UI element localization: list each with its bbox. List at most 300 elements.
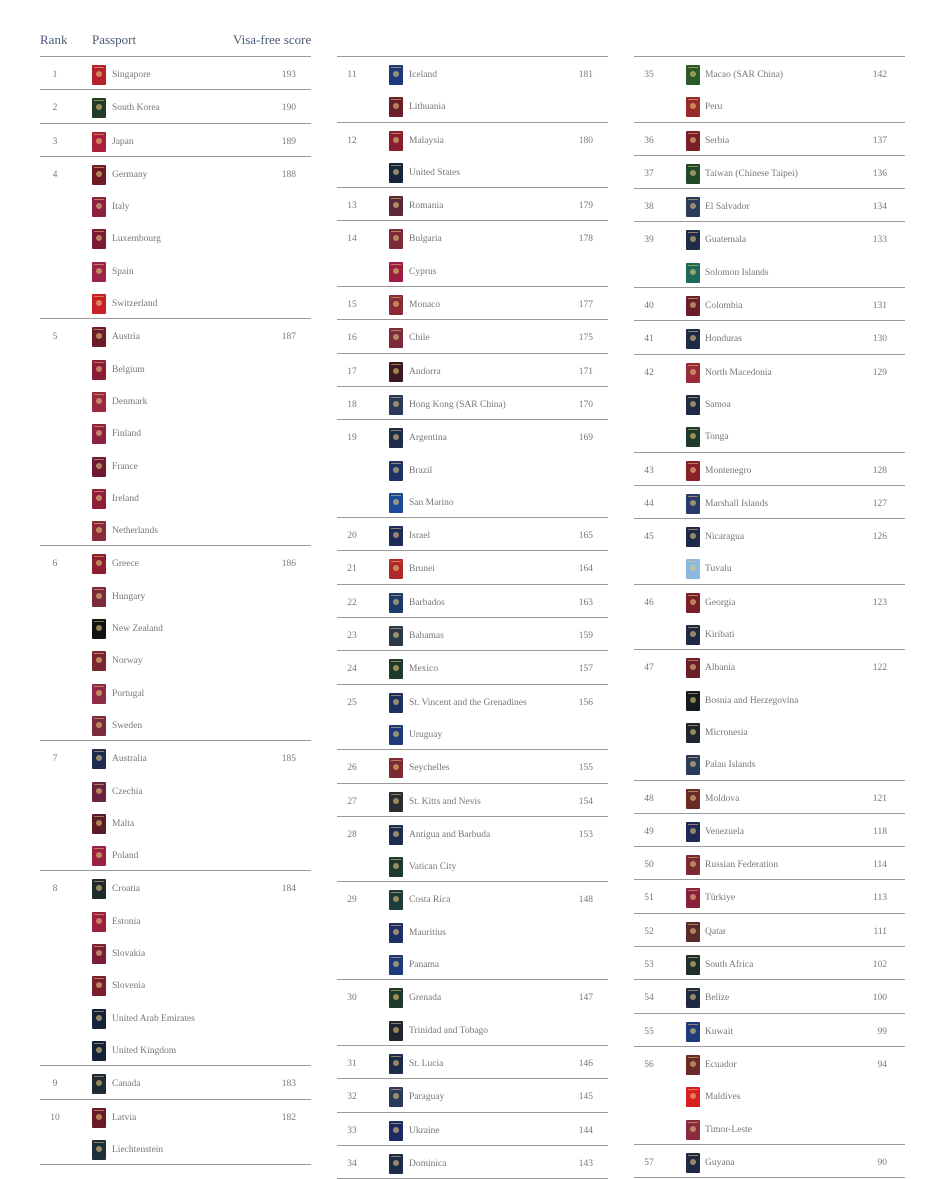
ranking-row [40, 513, 311, 545]
rank-number: 31 [347, 1058, 357, 1069]
ranking-row [337, 816, 608, 849]
ranking-row [40, 1132, 311, 1165]
ranking-row [634, 122, 905, 155]
visa-free-score: 178 [578, 234, 593, 245]
ranking-row [40, 416, 311, 448]
country-name: Mexico [409, 664, 439, 675]
rank-number: 15 [347, 300, 357, 311]
country-name: Maldives [705, 1092, 741, 1103]
passport-cover-icon [92, 749, 106, 769]
ranking-row [634, 979, 905, 1012]
rank-number: 42 [644, 367, 654, 378]
country-name: Nicaragua [705, 532, 745, 543]
visa-free-score: 102 [872, 960, 887, 971]
country-name: Türkiye [705, 893, 736, 904]
ranking-row [40, 1099, 311, 1132]
passport-cover-icon [686, 658, 700, 678]
country-name: St. Vincent and the Grenadines [409, 697, 527, 708]
visa-free-score: 147 [578, 993, 593, 1004]
rank-number: 27 [347, 796, 357, 807]
passport-cover-icon [686, 329, 700, 349]
passport-cover-icon [389, 395, 403, 415]
ranking-row [634, 649, 905, 682]
ranking-column-3 [634, 56, 905, 1178]
rank-number: 16 [347, 333, 357, 344]
ranking-row [337, 584, 608, 617]
passport-cover-icon [686, 822, 700, 842]
ranking-row [40, 806, 311, 838]
passport-cover-icon [389, 559, 403, 579]
ranking-row [337, 1145, 608, 1179]
visa-free-score: 153 [578, 829, 593, 840]
passport-cover-icon [686, 461, 700, 481]
header-rank: Rank [40, 32, 68, 47]
country-name: Seychelles [409, 763, 450, 774]
ranking-row [634, 1112, 905, 1144]
visa-free-score: 122 [872, 663, 887, 674]
rank-number: 48 [644, 793, 654, 804]
rank-number: 29 [347, 895, 357, 906]
passport-cover-icon [92, 912, 106, 932]
country-name: Italy [112, 202, 130, 213]
passport-cover-icon [389, 97, 403, 117]
country-name: Slovenia [112, 981, 146, 992]
rank-number: 5 [52, 332, 58, 343]
rank-number: 13 [347, 201, 357, 212]
visa-free-score: 190 [281, 103, 296, 114]
rank-number: 8 [52, 884, 58, 895]
visa-free-score: 157 [578, 664, 593, 675]
country-name: Moldova [705, 793, 740, 804]
ranking-row [634, 387, 905, 419]
passport-cover-icon [389, 725, 403, 745]
ranking-row [337, 286, 608, 319]
country-name: Bosnia and Herzegovina [705, 695, 799, 706]
ranking-row [337, 453, 608, 485]
country-name: Andorra [409, 366, 441, 377]
passport-cover-icon [92, 684, 106, 704]
visa-free-score: 159 [578, 631, 593, 642]
visa-free-score: 180 [578, 135, 593, 146]
passport-cover-icon [686, 527, 700, 547]
visa-free-score: 146 [578, 1058, 593, 1069]
passport-cover-icon [92, 879, 106, 899]
country-name: Slovakia [112, 949, 146, 960]
country-name: Greece [112, 559, 139, 570]
passport-cover-icon [92, 1074, 106, 1094]
visa-free-score: 156 [578, 697, 593, 708]
rank-number: 1 [52, 70, 58, 80]
passport-cover-icon [389, 65, 403, 85]
passport-cover-icon [686, 1055, 700, 1075]
ranking-row [634, 747, 905, 779]
ranking-row [40, 318, 311, 351]
ranking-row [40, 352, 311, 384]
passport-cover-icon [686, 1022, 700, 1042]
country-name: United Kingdom [112, 1045, 177, 1056]
country-name: Canada [112, 1079, 141, 1090]
rank-number: 55 [644, 1026, 654, 1037]
visa-free-score: 121 [872, 793, 887, 804]
country-name: Brazil [409, 465, 433, 476]
visa-free-score: 154 [578, 796, 593, 807]
passport-cover-icon [389, 758, 403, 778]
visa-free-score: 189 [281, 136, 296, 147]
ranking-row [634, 1144, 905, 1178]
visa-free-score: 184 [281, 884, 296, 895]
ranking-row [40, 774, 311, 806]
country-name: Lithuania [409, 102, 446, 113]
country-name: Norway [112, 656, 143, 667]
passport-cover-icon [92, 327, 106, 347]
country-name: Croatia [112, 884, 140, 895]
rank-number: 3 [52, 136, 58, 147]
ranking-row [634, 221, 905, 254]
passport-cover-icon [389, 526, 403, 546]
passport-cover-icon [92, 521, 106, 541]
visa-free-score: 123 [872, 597, 887, 608]
ranking-row [337, 1045, 608, 1078]
passport-cover-icon [92, 1009, 106, 1029]
country-name: Qatar [705, 926, 727, 937]
visa-free-score: 114 [873, 860, 887, 871]
ranking-row [634, 155, 905, 188]
passport-cover-icon [389, 1054, 403, 1074]
passport-cover-icon [389, 626, 403, 646]
country-name: Germany [112, 169, 148, 180]
passport-cover-icon [389, 196, 403, 216]
passport-cover-icon [389, 428, 403, 448]
visa-free-score: 143 [578, 1158, 593, 1169]
country-name: South Korea [112, 103, 160, 114]
rank-number: 30 [347, 993, 357, 1004]
country-name: Brunei [409, 564, 435, 575]
ranking-row [40, 1065, 311, 1098]
country-name: Czechia [112, 786, 143, 797]
passport-cover-icon [686, 988, 700, 1008]
passport-cover-icon [686, 888, 700, 908]
ranking-column-2 [337, 56, 608, 1179]
visa-free-score: 113 [873, 893, 887, 904]
passport-cover-icon [389, 131, 403, 151]
passport-cover-icon [686, 855, 700, 875]
ranking-row [634, 255, 905, 287]
ranking-row [40, 89, 311, 122]
ranking-row [337, 717, 608, 749]
country-name: Singapore [112, 70, 151, 80]
country-name: United Arab Emirates [112, 1013, 195, 1024]
passport-cover-icon [389, 890, 403, 910]
country-name: Bahamas [409, 631, 444, 642]
country-name: Hungary [112, 591, 146, 602]
visa-free-score: 129 [872, 367, 887, 378]
ranking-row [634, 946, 905, 979]
ranking-row [634, 188, 905, 221]
ranking-row [40, 449, 311, 481]
ranking-row [634, 1046, 905, 1079]
ranking-row [337, 254, 608, 286]
visa-free-score: 187 [281, 332, 296, 343]
country-name: Vatican City [409, 862, 457, 873]
country-name: France [112, 461, 138, 472]
visa-free-score: 164 [578, 564, 593, 575]
passport-cover-icon [686, 197, 700, 217]
rank-number: 12 [347, 135, 357, 146]
visa-free-score: 181 [578, 70, 593, 80]
ranking-row [40, 481, 311, 513]
ranking-row [40, 286, 311, 318]
country-name: Netherlands [112, 526, 158, 537]
country-name: Iceland [409, 70, 437, 80]
passport-cover-icon [92, 976, 106, 996]
ranking-row [634, 354, 905, 387]
country-name: Tonga [705, 432, 729, 443]
rank-number: 18 [347, 399, 357, 410]
country-name: Tuvalu [705, 564, 732, 575]
passport-cover-icon [92, 944, 106, 964]
passport-cover-icon [92, 132, 106, 152]
passport-cover-icon [92, 782, 106, 802]
country-name: Honduras [705, 334, 742, 345]
ranking-row [40, 676, 311, 708]
country-name: Malaysia [409, 135, 444, 146]
rank-number: 51 [644, 893, 654, 904]
ranking-row [40, 968, 311, 1000]
rank-number: 47 [644, 663, 654, 674]
ranking-row [40, 189, 311, 221]
country-name: St. Kitts and Nevis [409, 796, 481, 807]
passport-cover-icon [92, 846, 106, 866]
rank-number: 24 [347, 664, 357, 675]
country-name: Macao (SAR China) [705, 70, 784, 80]
passport-cover-icon [389, 593, 403, 613]
country-name: Timor-Leste [705, 1124, 752, 1135]
ranking-row [634, 89, 905, 121]
country-name: Georgia [705, 597, 736, 608]
rank-number: 54 [644, 993, 654, 1004]
ranking-row [634, 287, 905, 320]
passport-cover-icon [389, 461, 403, 481]
rank-number: 20 [347, 531, 357, 542]
country-name: Mauritius [409, 927, 446, 938]
visa-free-score: 118 [873, 826, 887, 837]
country-name: Antigua and Barbuda [409, 829, 491, 840]
country-name: Denmark [112, 396, 148, 407]
country-name: North Macedonia [705, 367, 772, 378]
passport-cover-icon [389, 1121, 403, 1141]
rank-number: 11 [347, 70, 357, 80]
ranking-row [337, 849, 608, 881]
passport-cover-icon [92, 165, 106, 185]
ranking-row [634, 1079, 905, 1111]
ranking-row [337, 187, 608, 220]
rank-number: 49 [644, 826, 654, 837]
visa-free-score: 148 [578, 895, 593, 906]
rank-number: 57 [644, 1157, 654, 1168]
passport-cover-icon [92, 587, 106, 607]
ranking-row [40, 740, 311, 773]
country-name: Spain [112, 266, 134, 277]
passport-cover-icon [389, 988, 403, 1008]
passport-cover-icon [686, 65, 700, 85]
visa-free-score: 163 [578, 597, 593, 608]
passport-cover-icon [389, 693, 403, 713]
ranking-row [634, 551, 905, 583]
country-name: Austria [112, 332, 140, 343]
country-name: Paraguay [409, 1092, 445, 1103]
visa-free-score: 170 [578, 399, 593, 410]
ranking-row [634, 419, 905, 451]
rank-number: 39 [644, 235, 654, 246]
ranking-row [337, 155, 608, 187]
passport-cover-icon [686, 1120, 700, 1140]
ranking-row [634, 617, 905, 649]
ranking-row [337, 650, 608, 683]
visa-free-score: 111 [873, 926, 887, 937]
ranking-row [634, 320, 905, 353]
country-name: Panama [409, 960, 440, 971]
ranking-row [634, 846, 905, 879]
passport-cover-icon [686, 131, 700, 151]
rank-number: 19 [347, 433, 357, 444]
passport-cover-icon [686, 363, 700, 383]
ranking-row [634, 715, 905, 747]
ranking-row [337, 550, 608, 583]
rank-number: 17 [347, 366, 357, 377]
ranking-row [337, 881, 608, 914]
passport-cover-icon [92, 360, 106, 380]
country-name: Albania [705, 663, 736, 674]
visa-free-score: 134 [872, 202, 887, 213]
country-name: Uruguay [409, 729, 443, 740]
passport-cover-icon [686, 1087, 700, 1107]
country-name: Barbados [409, 597, 445, 608]
country-name: Venezuela [705, 826, 745, 837]
rank-number: 56 [644, 1059, 654, 1070]
ranking-row [337, 783, 608, 816]
country-name: Trinidad and Tobago [409, 1025, 489, 1036]
country-name: Hong Kong (SAR China) [409, 399, 506, 410]
ranking-row [634, 1013, 905, 1046]
country-name: Portugal [112, 688, 145, 699]
ranking-row [337, 419, 608, 452]
visa-free-score: 177 [578, 300, 593, 311]
passport-cover-icon [92, 619, 106, 639]
country-name: Costa Rica [409, 895, 451, 906]
passport-cover-icon [389, 659, 403, 679]
visa-free-score: 179 [578, 201, 593, 212]
country-name: Belgium [112, 364, 145, 375]
passport-cover-icon [686, 97, 700, 117]
rank-number: 28 [347, 829, 357, 840]
country-name: Guatemala [705, 235, 747, 246]
visa-free-score: 90 [877, 1157, 887, 1168]
ranking-row [337, 979, 608, 1012]
ranking-row [337, 684, 608, 717]
visa-free-score: 130 [872, 334, 887, 345]
passport-cover-icon [92, 716, 106, 736]
visa-free-score: 165 [578, 531, 593, 542]
passport-cover-icon [686, 395, 700, 415]
passport-cover-icon [686, 494, 700, 514]
country-name: New Zealand [112, 624, 163, 635]
country-name: Sweden [112, 720, 143, 731]
country-name: Luxembourg [112, 234, 161, 245]
ranking-row [634, 780, 905, 813]
rank-number: 22 [347, 597, 357, 608]
rank-number: 14 [347, 234, 357, 245]
rank-number: 10 [50, 1112, 60, 1123]
ranking-row [634, 56, 905, 89]
ranking-row [337, 319, 608, 352]
ranking-row [40, 870, 311, 903]
ranking-row [337, 617, 608, 650]
visa-free-score: 128 [872, 465, 887, 476]
ranking-row [40, 384, 311, 416]
passport-cover-icon [389, 262, 403, 282]
passport-cover-icon [686, 922, 700, 942]
rank-number: 37 [644, 168, 654, 179]
ranking-row [337, 1013, 608, 1045]
country-name: Guyana [705, 1157, 735, 1168]
passport-cover-icon [389, 1154, 403, 1174]
visa-free-score: 137 [872, 135, 887, 146]
ranking-row [40, 56, 311, 89]
ranking-row [634, 485, 905, 518]
ranking-row [337, 517, 608, 550]
country-name: Montenegro [705, 465, 752, 476]
rank-number: 46 [644, 597, 654, 608]
country-name: Poland [112, 851, 139, 862]
country-name: Ukraine [409, 1125, 440, 1136]
passport-cover-icon [389, 328, 403, 348]
country-name: Palau Islands [705, 760, 756, 771]
visa-free-score: 145 [578, 1092, 593, 1103]
ranking-row [40, 1033, 311, 1065]
rank-number: 32 [347, 1092, 357, 1103]
ranking-row [337, 56, 608, 89]
passport-cover-icon [389, 493, 403, 513]
passport-cover-icon [92, 229, 106, 249]
rank-number: 50 [644, 860, 654, 871]
ranking-row [40, 156, 311, 189]
ranking-row [634, 683, 905, 715]
ranking-row [634, 879, 905, 912]
visa-free-score: 188 [281, 169, 296, 180]
country-name: San Marino [409, 497, 454, 508]
ranking-row [337, 915, 608, 947]
passport-cover-icon [92, 1140, 106, 1160]
rank-number: 53 [644, 960, 654, 971]
passport-cover-icon [389, 295, 403, 315]
country-name: Australia [112, 754, 147, 765]
country-name: United States [409, 167, 460, 178]
rank-number: 35 [644, 70, 654, 80]
country-name: Monaco [409, 300, 441, 311]
country-name: Belize [705, 993, 730, 1004]
ranking-row [634, 518, 905, 551]
passport-cover-icon [389, 1087, 403, 1107]
ranking-row [40, 221, 311, 253]
country-name: South Africa [705, 960, 754, 971]
ranking-row [40, 838, 311, 870]
passport-cover-icon [686, 723, 700, 743]
passport-cover-icon [686, 1153, 700, 1173]
passport-cover-icon [686, 789, 700, 809]
ranking-row [337, 386, 608, 419]
visa-free-score: 169 [578, 433, 593, 444]
passport-cover-icon [92, 98, 106, 118]
